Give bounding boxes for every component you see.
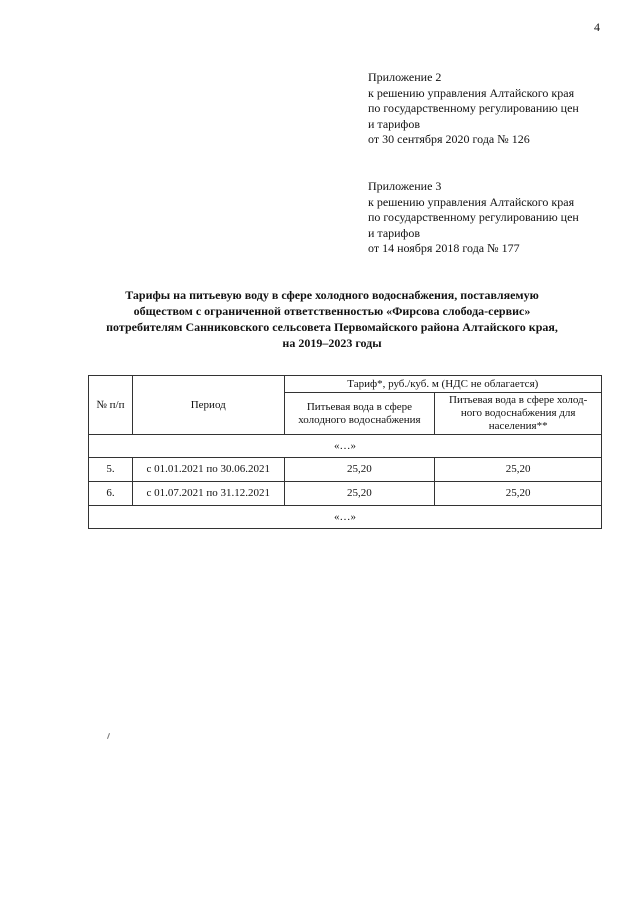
header-population: Питьевая вода в сфере холод-ного водоснабжения для населения**	[435, 393, 602, 435]
row-period: с 01.07.2021 по 31.12.2021	[132, 482, 284, 506]
document-title	[60, 287, 604, 351]
table-row	[89, 482, 602, 506]
header-cold-water: Питьевая вода в сфере холодного водоснабжения	[284, 393, 435, 435]
row-num: 6.	[89, 482, 133, 506]
appendix-2-line: к решению управления Алтайского края	[368, 85, 575, 100]
row-cold: 25,20	[284, 458, 435, 482]
row-pop: 25,20	[435, 482, 602, 506]
appendix-2-line: Приложение 2	[368, 70, 442, 84]
title-line: потребителям Санниковского сельсовета Первомайского района Алтайского края,	[106, 320, 558, 334]
appendix-2-line: по государственному регулированию цен	[368, 101, 579, 115]
ellipsis-row	[89, 506, 602, 529]
ellipsis-cell: «…»	[89, 506, 602, 529]
scan-mark	[107, 733, 110, 739]
appendix-2-line: и тарифов	[368, 116, 421, 131]
appendix-2-line: от 30 сентября 2020 года № 126	[368, 132, 530, 146]
header-period: Период	[132, 376, 284, 435]
title-line: Тарифы на питьевую воду в сфере холодного водоснабжения, поставляемую	[125, 288, 539, 302]
header-tariff: Тариф*, руб./куб. м (НДС не облагается)	[284, 376, 601, 393]
ellipsis-row	[89, 435, 602, 458]
appendix-3-line: и тарифов	[368, 225, 421, 240]
appendix-2-header	[368, 70, 618, 148]
appendix-3-line: Приложение 3	[368, 179, 442, 193]
table-header-row	[89, 376, 602, 393]
appendix-3-line: по государственному регулированию цен	[368, 210, 579, 224]
header-num: № п/п	[89, 376, 133, 435]
row-cold: 25,20	[284, 482, 435, 506]
appendix-3-line: от 14 ноября 2018 года № 177	[368, 241, 520, 255]
row-num: 5.	[89, 458, 133, 482]
appendix-3-header	[368, 179, 618, 257]
ellipsis-cell: «…»	[89, 435, 602, 458]
page-number: 4	[594, 20, 600, 34]
tariff-table	[88, 375, 602, 529]
appendix-3-line: к решению управления Алтайского края	[368, 194, 575, 209]
title-line: обществом с ограниченной ответственностью «Фирсова слобода-сервис»	[133, 304, 531, 318]
row-period: с 01.01.2021 по 30.06.2021	[132, 458, 284, 482]
row-pop: 25,20	[435, 458, 602, 482]
table-row	[89, 458, 602, 482]
title-line: на 2019–2023 годы	[282, 336, 382, 350]
